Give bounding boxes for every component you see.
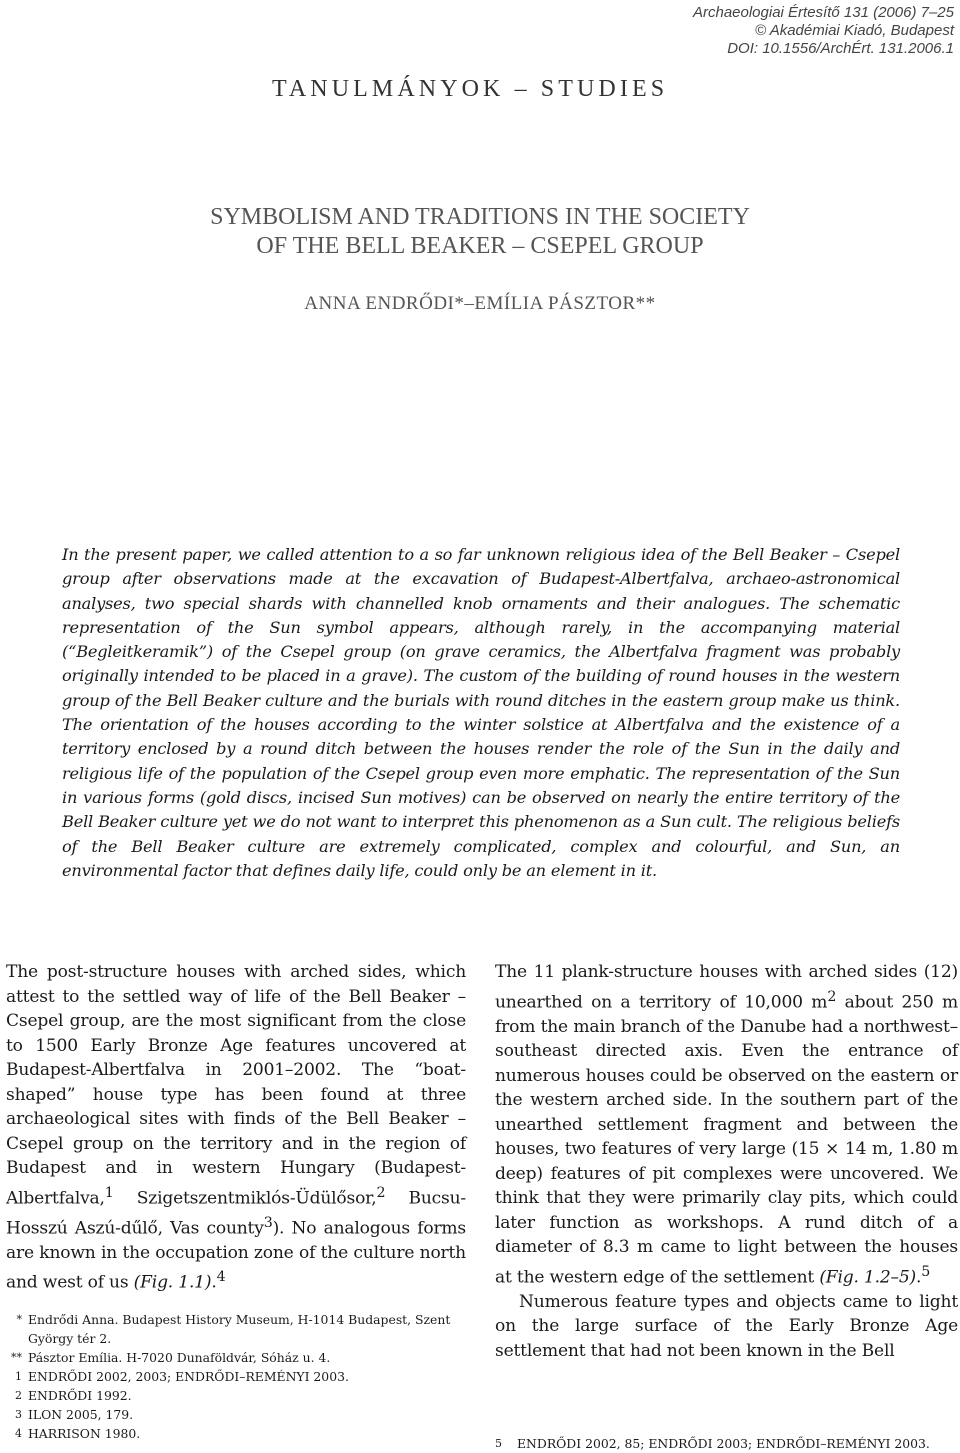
footnote-mark: 5 (495, 1437, 502, 1450)
body-column-right (495, 960, 958, 1363)
footnotes (6, 1310, 468, 1443)
body-text: ). No analogous forms are known in the occupation zone of the culture north and west of us (6, 1218, 466, 1294)
body-text: about 250 m from the main branch of the Danube had a northwest–southeast directed axis. Even the entrance of numerous houses could be observed on the eastern or the western arched side. In the southern part of the unearthed settlement fragment and between the houses, two features of very large (15 × 14 m, 1.80 m deep) features of pit complexes were uncovered. We think that they were primarily clay pits, which could later function as workshops. A rund ditch of a diameter of 8.3 m came to light between the houses at the western edge of the settlement (495, 992, 959, 1288)
footnote-text: ENDRŐDI 1992. (28, 1388, 132, 1403)
body-text: . (211, 1273, 217, 1294)
footnote-text: Pásztor Emília. H-7020 Dunaföldvár, Sóház u. 4. (28, 1350, 331, 1365)
footnote-mark: 2 (15, 1389, 22, 1402)
footnote-ref: 2 (376, 1184, 386, 1201)
footnote-right (495, 1434, 958, 1453)
title-line-2: OF THE BELL BEAKER – CSEPEL GROUP (256, 233, 704, 259)
abstract: In the present paper, we called attention to a so far unknown religious idea of the Bell Beaker – Csepel group after observations made at the excavation of Budapest-Albertfalva, archaeo-astronomical analyses, two special shards with channelled knob ornaments and their analogues. The schematic representation of the Sun symbol appears, although rarely, in the accompanying material (“Begleitkeramik”) of the Csepel group (on grave ceramics, the Albertfalva fragment was probably originally intended to be placed in a grave). The custom of the building of round houses in the western group of the Bell Beaker culture and the burials with round ditches in the eastern group make us think. The orientation of the houses according to the winter solstice at Albertfalva and the existence of a territory enclosed by a round ditch between the houses render the role of the Sun in the daily and religious life of the population of the Csepel group even more emphatic. The representation of the Sun in various forms (gold discs, incised Sun motives) can be observed on nearly the entire territory of the Bell Beaker culture yet we do not want to interpret this phenomenon as a Sun cult. The religious beliefs of the Bell Beaker culture are extremely complicated, complex and colourful, and Sun, an environmental factor that defines daily life, could only be an element in it. (62, 545, 900, 880)
footnote (6, 1424, 468, 1443)
footnote-mark: 1 (15, 1370, 22, 1383)
footnote-text: ILON 2005, 179. (28, 1407, 134, 1422)
footnote-ref: 3 (263, 1214, 273, 1231)
footnote-text: Endrődi Anna. Budapest History Museum, H-1014 Budapest, Szent György tér 2. (28, 1312, 451, 1346)
body-paragraph (495, 960, 958, 1290)
body-paragraph (6, 960, 466, 1296)
footnote-text: ENDRŐDI 2002, 85; ENDRŐDI 2003; ENDRŐDI–REMÉNYI 2003. (517, 1436, 930, 1451)
body-paragraph: Numerous feature types and objects came to light on the large surface of the Early Bronze Age settlement that had not been known in the Bell (495, 1291, 958, 1361)
body-text: Szigetszentmiklós-Üdülősor, (113, 1188, 377, 1209)
body-column-left (6, 960, 466, 1296)
article-title (0, 203, 960, 261)
authors: ANNA ENDRŐDI*–EMÍLIA PÁSZTOR** (304, 293, 656, 314)
superscript: 2 (827, 988, 837, 1005)
journal-publisher: © Akadémiai Kiadó, Budapest (755, 22, 954, 39)
figure-ref: (Fig. 1.2–5) (819, 1267, 917, 1288)
footnote (6, 1310, 468, 1348)
body-text: The 11 plank-structure houses with arched sides (12) unearthed on a territory of 10,000 m (495, 962, 958, 1013)
footnote-mark: ** (11, 1351, 22, 1364)
title-line-1: SYMBOLISM AND TRADITIONS IN THE SOCIETY (210, 204, 750, 230)
footnote-text: ENDRŐDI 2002, 2003; ENDRŐDI–REMÉNYI 2003. (28, 1369, 349, 1384)
footnote (6, 1405, 468, 1424)
footnote-ref: 4 (216, 1269, 226, 1286)
footnote-text: HARRISON 1980. (28, 1426, 141, 1441)
footnote-mark: * (16, 1313, 22, 1326)
footnote (6, 1367, 468, 1386)
journal-doi: DOI: 10.1556/ArchÉrt. 131.2006.1 (727, 40, 954, 57)
figure-ref: (Fig. 1.1) (133, 1273, 212, 1294)
footnote (6, 1348, 468, 1367)
body-text: The post-structure houses with arched sides, which attest to the settled way of life of the Bell Beaker – Csepel group, are the most significant from the close to 1500 Early Bronze Age features uncovered at Budapest-Albertfalva in 2001–2002. The “boat-shaped” house type has been found at three archaeological sites with finds of the Bell Beaker – Csepel group on the territory and in the region of Budapest and in western Hungary (Budapest-Albertfalva, (6, 962, 466, 1209)
section-heading: TANULMÁNYOK – STUDIES (272, 76, 669, 102)
journal-citation: Archaeologiai Értesítő 131 (2006) 7–25 (692, 4, 954, 21)
body-text: . (916, 1267, 922, 1288)
footnote-mark: 3 (15, 1408, 22, 1421)
footnote-mark: 4 (15, 1427, 22, 1440)
footnote-ref: 5 (921, 1263, 931, 1280)
footnote (6, 1386, 468, 1405)
footnote-ref: 1 (104, 1184, 114, 1201)
journal-info (693, 4, 954, 58)
body-text: Bucsu-Hosszú Aszú-dűlő, Vas county (6, 1188, 466, 1239)
